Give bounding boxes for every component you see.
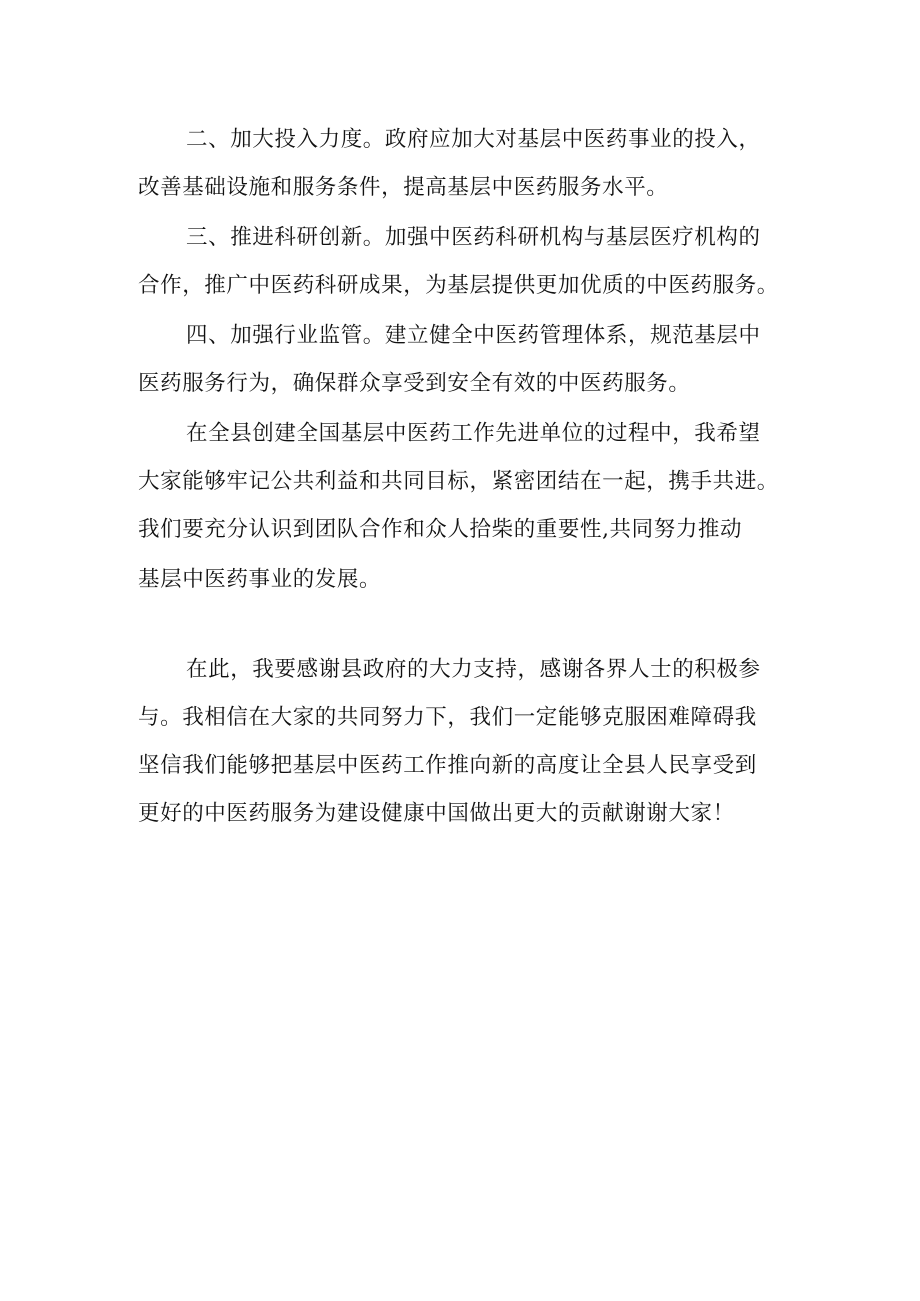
paragraph-2-line-2: 合作，推广中医药科研成果，为基层提供更加优质的中医药服务。	[138, 273, 779, 298]
paragraph-4-line-1: 在全县创建全国基层中医药工作先进单位的过程中，我希望	[186, 421, 761, 446]
paragraph-3-line-2: 医药服务行为，确保群众享受到安全有效的中医药服务。	[138, 371, 691, 396]
paragraph-4-line-2: 大家能够牢记公共利益和共同目标，紧密团结在一起，携手共进。	[138, 469, 779, 494]
paragraph-1-line-1: 二、加大投入力度。政府应加大对基层中医药事业的投入，	[186, 127, 761, 152]
paragraph-4-line-4: 基层中医药事业的发展。	[138, 567, 382, 592]
paragraph-1-line-2: 改善基础设施和服务条件，提高基层中医药服务水平。	[138, 175, 669, 200]
paragraph-5-line-1: 在此，我要感谢县政府的大力支持，感谢各界人士的积极参	[186, 657, 761, 682]
paragraph-5-line-3: 坚信我们能够把基层中医药工作推向新的高度让全县人民享受到	[138, 753, 757, 778]
paragraph-5-line-4: 更好的中医药服务为建设健康中国做出更大的贡献谢谢大家！	[138, 801, 735, 826]
paragraph-4-line-3: 我们要充分认识到团队合作和众人拾柴的重要性,共同努力推动	[138, 517, 743, 542]
paragraph-5-line-2: 与。我相信在大家的共同努力下，我们一定能够克服困难障碍我	[138, 705, 757, 730]
paragraph-3-line-1: 四、加强行业监管。建立健全中医药管理体系，规范基层中	[186, 323, 761, 348]
paragraph-2-line-1: 三、推进科研创新。加强中医药科研机构与基层医疗机构的	[186, 225, 761, 250]
